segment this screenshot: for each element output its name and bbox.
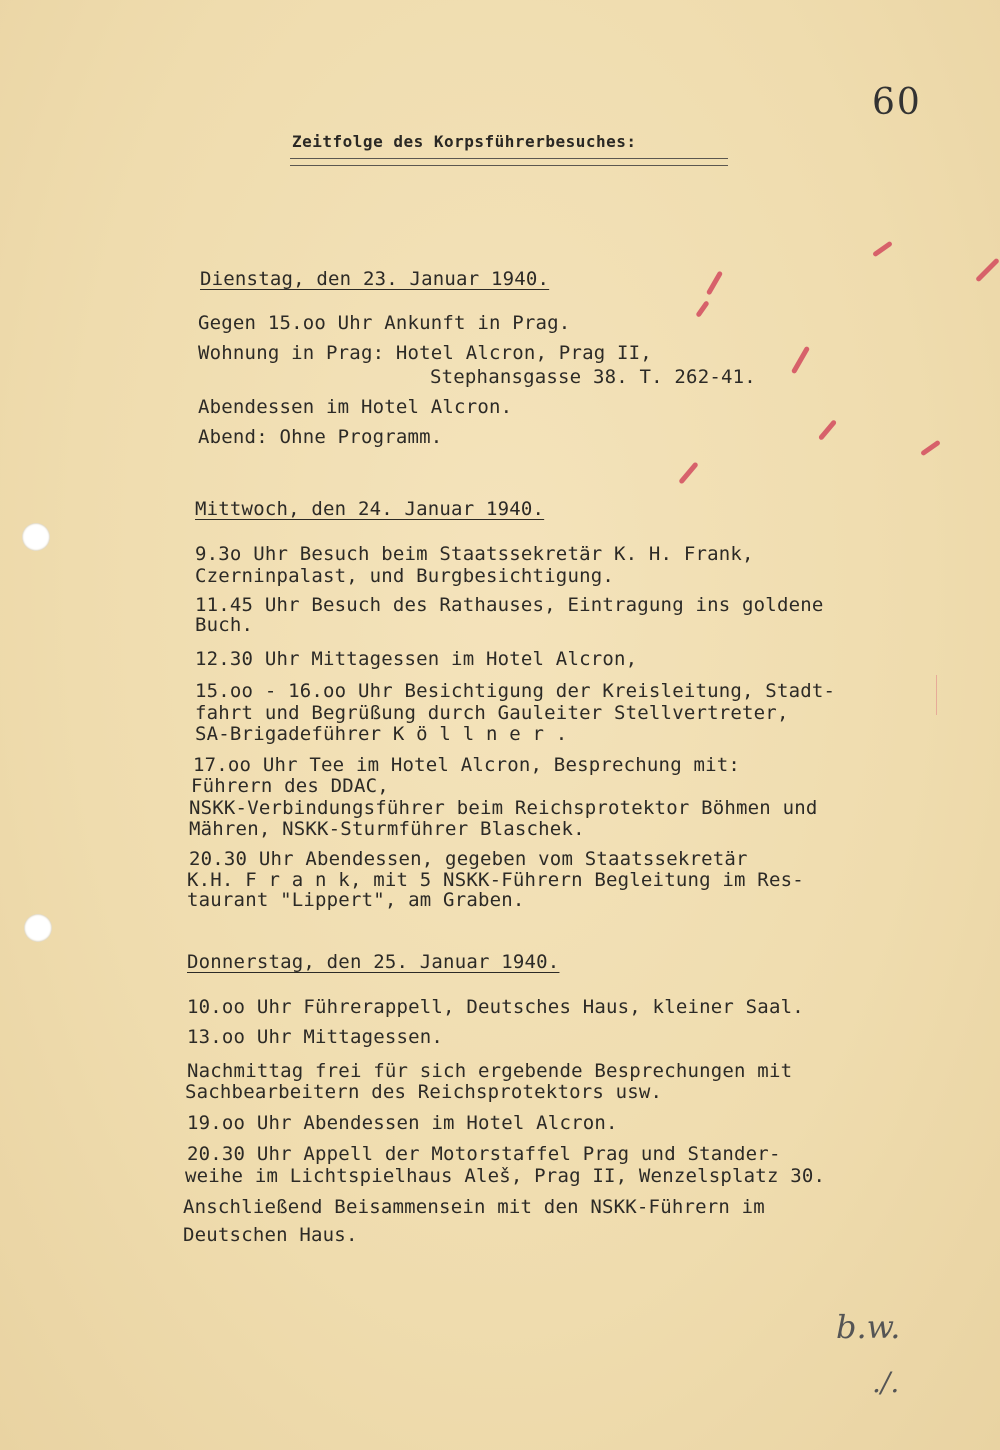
- entry-line: Abend: Ohne Programm.: [198, 426, 443, 448]
- entry-line: fahrt und Begrüßung durch Gauleiter Stellvertreter,: [195, 702, 789, 724]
- entry-line: 11.45 Uhr Besuch des Rathauses, Eintragung ins goldene: [195, 594, 824, 616]
- entry-line: 20.30 Uhr Abendessen, gegeben vom Staatssekretär: [189, 848, 748, 870]
- red-pencil-mark: [818, 419, 837, 441]
- entry-line: 12.30 Uhr Mittagessen im Hotel Alcron,: [195, 648, 638, 670]
- red-pencil-mark: [706, 270, 723, 295]
- entry-line: 17.oo Uhr Tee im Hotel Alcron, Besprechung mit:: [193, 754, 741, 776]
- entry-line: weihe im Lichtspielhaus Aleš, Prag II, Wenzelsplatz 30.: [185, 1165, 826, 1187]
- entry-line: 20.30 Uhr Appell der Motorstaffel Prag und Stander-: [187, 1143, 781, 1165]
- entry-line: 15.oo - 16.oo Uhr Besichtigung der Kreisleitung, Stadt-: [195, 680, 836, 702]
- entry-line: NSKK-Verbindungsführer beim Reichsprotektor Böhmen und: [189, 797, 818, 819]
- entry-line: 19.oo Uhr Abendessen im Hotel Alcron.: [187, 1112, 618, 1134]
- handwritten-continuation-mark: ./.: [872, 1366, 900, 1399]
- entry-line: Buch.: [195, 614, 254, 636]
- entry-line: Gegen 15.oo Uhr Ankunft in Prag.: [198, 312, 571, 334]
- red-pencil-mark: [791, 346, 810, 374]
- entry-line: 10.oo Uhr Führerappell, Deutsches Haus, kleiner Saal.: [187, 996, 804, 1018]
- punch-hole-bottom: [24, 914, 52, 942]
- entry-line: Wohnung in Prag: Hotel Alcron, Prag II,: [198, 342, 652, 364]
- section-heading-thursday: Donnerstag, den 25. Januar 1940.: [187, 951, 560, 973]
- entry-line: Czerninpalast, und Burgbesichtigung.: [195, 565, 615, 587]
- entry-line: Anschließend Beisammensein mit den NSKK-Führern im: [183, 1196, 765, 1218]
- entry-line: 9.3o Uhr Besuch beim Staatssekretär K. H. Frank,: [195, 543, 754, 565]
- entry-line: 13.oo Uhr Mittagessen.: [187, 1026, 444, 1048]
- entry-line: Nachmittag frei für sich ergebende Besprechungen mit: [187, 1060, 793, 1082]
- entry-line: Führern des DDAC,: [191, 775, 389, 797]
- document-title: Zeitfolge des Korpsführerbesuches:: [292, 132, 637, 151]
- red-pencil-mark: [872, 241, 893, 258]
- entry-line: K.H. F r a n k, mit 5 NSKK-Führern Begleitung im Res-: [187, 869, 804, 891]
- red-pencil-mark: [975, 258, 1000, 283]
- entry-line: SA-Brigadeführer K ö l l n e r .: [195, 723, 568, 745]
- red-pencil-mark: [695, 300, 709, 318]
- entry-line: Deutschen Haus.: [183, 1224, 358, 1246]
- entry-line: Sachbearbeitern des Reichsprotektors usw.: [185, 1081, 663, 1103]
- entry-line: Stephansgasse 38. T. 262-41.: [430, 366, 756, 388]
- handwritten-bw-note: b.w.: [836, 1308, 901, 1346]
- entry-line: Mähren, NSKK-Sturmführer Blaschek.: [189, 818, 585, 840]
- section-heading-tuesday: Dienstag, den 23. Januar 1940.: [200, 268, 550, 290]
- red-stray-line: [936, 675, 937, 715]
- entry-line: Abendessen im Hotel Alcron.: [198, 396, 513, 418]
- red-pencil-mark: [920, 440, 941, 457]
- section-heading-wednesday: Mittwoch, den 24. Januar 1940.: [195, 498, 545, 520]
- punch-hole-top: [22, 523, 50, 551]
- page-number: 60: [872, 82, 922, 123]
- title-double-underline: [290, 158, 728, 166]
- red-pencil-mark: [678, 461, 699, 484]
- entry-line: taurant "Lippert", am Graben.: [187, 889, 525, 911]
